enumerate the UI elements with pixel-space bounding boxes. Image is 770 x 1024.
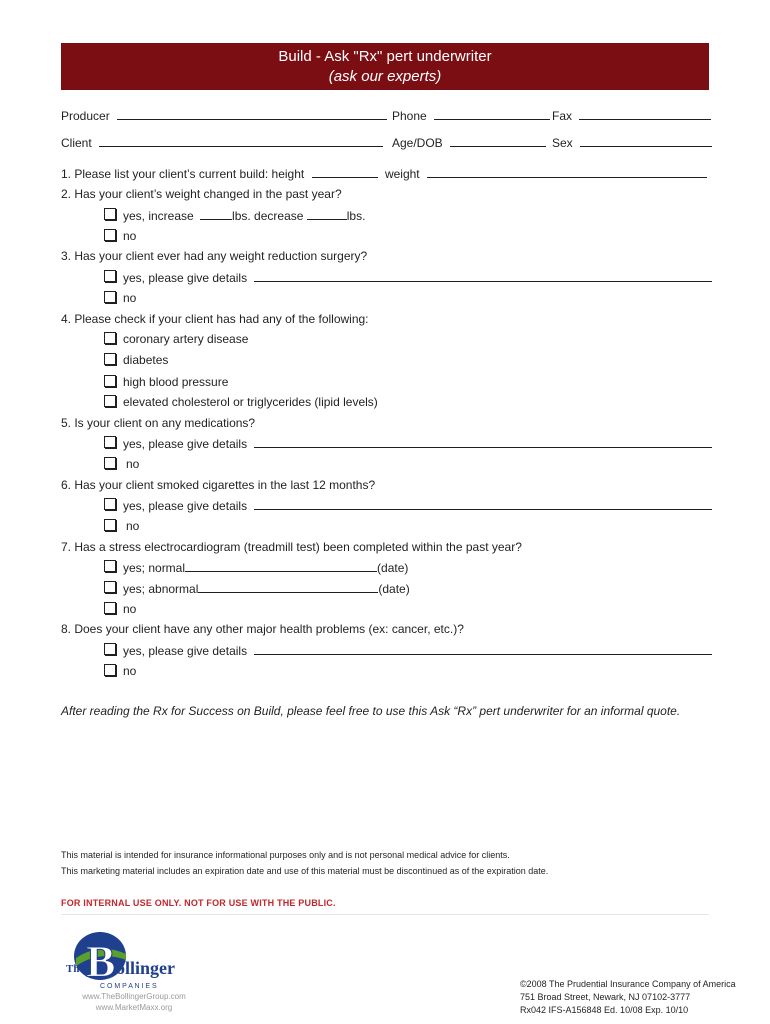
q7-abnormal-option <box>123 581 410 596</box>
weight-field[interactable] <box>427 166 707 178</box>
form-header <box>61 43 709 90</box>
q7-normal-label: yes; normal <box>123 561 186 575</box>
q5-yes-option <box>123 436 712 451</box>
q2-decrease-label: lbs. decrease <box>232 209 304 223</box>
q5-no-checkbox[interactable] <box>104 457 116 469</box>
copyright-line: ©2008 The Prudential Insurance Company of America <box>520 979 736 989</box>
phone-label: Phone <box>392 109 427 123</box>
q8-details-field[interactable] <box>254 643 712 655</box>
disclaimer-line-1: This material is intended for insurance informational purposes only and is not personal medical advice for clients. <box>61 850 510 860</box>
q8-yes-checkbox[interactable] <box>104 643 116 655</box>
q4-hbp-label: high blood pressure <box>123 375 229 389</box>
address-line: 751 Broad Street, Newark, NJ 07102-3777 <box>520 992 691 1002</box>
logo-companies: C O M P A N I E S <box>100 983 157 990</box>
producer-label: Producer <box>61 109 110 123</box>
logo-name: ollinger <box>116 958 175 978</box>
q2-yes-checkbox[interactable] <box>104 208 116 220</box>
q3-details-field[interactable] <box>254 270 712 282</box>
q5-yes-checkbox[interactable] <box>104 436 116 448</box>
q5-details-field[interactable] <box>254 436 712 448</box>
form-subtitle: (ask our experts) <box>328 68 442 85</box>
question-3-text: 3. Has your client ever had any weight reduction surgery? <box>61 249 368 263</box>
producer-field[interactable] <box>117 108 387 120</box>
internal-use-notice: FOR INTERNAL USE ONLY. NOT FOR USE WITH THE PUBLIC. <box>61 898 336 908</box>
logo-big-b: B <box>86 937 116 986</box>
q7-no-checkbox[interactable] <box>104 602 116 614</box>
q2-increase-label: yes, increase <box>123 209 194 223</box>
question-6-text: 6. Has your client smoked cigarettes in the last 12 months? <box>61 478 376 492</box>
weight-label: weight <box>384 167 420 181</box>
decrease-field[interactable] <box>307 208 347 220</box>
q6-details-field[interactable] <box>254 498 712 510</box>
q4-cad-label: coronary artery disease <box>123 332 249 346</box>
q7-normal-option <box>123 560 408 575</box>
logo-website-1: www.TheBollingerGroup.com <box>82 992 186 1001</box>
height-field[interactable] <box>312 166 378 178</box>
q7-abnormal-date-label: (date) <box>378 582 410 596</box>
q6-yes-label: yes, please give details <box>123 499 248 513</box>
q6-no-label: no <box>126 519 140 533</box>
question-4-text: 4. Please check if your client has had any of the following: <box>61 312 369 326</box>
q6-yes-option <box>123 498 712 513</box>
q5-yes-label: yes, please give details <box>123 437 248 451</box>
q2-no-checkbox[interactable] <box>104 229 116 241</box>
logo-website-2: www.MarketMaxx.org <box>95 1003 173 1012</box>
q4-cholesterol-label: elevated cholesterol or triglycerides (lipid levels) <box>123 395 378 409</box>
question-5-text: 5. Is your client on any medications? <box>61 416 256 430</box>
q2-lbs-label: lbs. <box>346 209 366 223</box>
q7-no-label: no <box>123 602 137 616</box>
q7-abnormal-label: yes; abnormal <box>123 582 199 596</box>
sex-row <box>552 135 712 150</box>
age-dob-label: Age/DOB <box>392 136 443 150</box>
q7-normal-date-label: (date) <box>377 561 409 575</box>
q8-yes-label: yes, please give details <box>123 644 248 658</box>
increase-field[interactable] <box>200 208 232 220</box>
q7-abnormal-checkbox[interactable] <box>104 581 116 593</box>
q7-normal-date-field[interactable] <box>185 560 377 572</box>
question-8-text: 8. Does your client have any other major health problems (ex: cancer, etc.)? <box>61 622 464 636</box>
q3-yes-checkbox[interactable] <box>104 270 116 282</box>
client-row <box>61 135 383 150</box>
bollinger-logo-mark <box>64 928 204 992</box>
q8-no-label: no <box>123 664 137 678</box>
form-title: Build - Ask "Rx" pert underwriter <box>278 48 492 65</box>
q8-yes-option <box>123 643 712 658</box>
q4-cholesterol-checkbox[interactable] <box>104 395 116 407</box>
q7-abnormal-date-field[interactable] <box>198 581 378 593</box>
q3-yes-label: yes, please give details <box>123 271 248 285</box>
producer-row <box>61 108 387 123</box>
question-1-text: 1. Please list your client’s current build: height <box>61 167 305 181</box>
disclaimer-line-2: This marketing material includes an expiration date and use of this material must be discontinued as of the expiration date. <box>61 866 549 876</box>
q6-no-checkbox[interactable] <box>104 519 116 531</box>
q4-hbp-checkbox[interactable] <box>104 375 116 387</box>
q3-no-label: no <box>123 291 137 305</box>
fax-label: Fax <box>552 109 573 123</box>
fax-field[interactable] <box>579 108 711 120</box>
q8-no-checkbox[interactable] <box>104 664 116 676</box>
q2-yes-option <box>123 208 365 223</box>
question-7-text: 7. Has a stress electrocardiogram (treadmill test) been completed within the past year? <box>61 540 522 554</box>
divider <box>61 914 709 915</box>
q4-diabetes-label: diabetes <box>123 353 169 367</box>
client-label: Client <box>61 136 92 150</box>
phone-row <box>392 108 550 123</box>
q5-no-label: no <box>126 457 140 471</box>
form-code-line: Rx042 IFS-A156848 Ed. 10/08 Exp. 10/10 <box>520 1005 689 1015</box>
q7-normal-checkbox[interactable] <box>104 560 116 572</box>
age-dob-field[interactable] <box>450 135 546 147</box>
q3-no-checkbox[interactable] <box>104 291 116 303</box>
phone-field[interactable] <box>434 108 550 120</box>
bollinger-logo <box>64 928 204 1018</box>
q4-cad-checkbox[interactable] <box>104 332 116 344</box>
fax-row <box>552 108 711 123</box>
sex-label: Sex <box>552 136 573 150</box>
question-1 <box>61 166 707 181</box>
closing-note: After reading the Rx for Success on Build, please feel free to use this Ask “Rx” pert underwriter for an informal quote. <box>61 704 681 718</box>
sex-field[interactable] <box>580 135 712 147</box>
q6-yes-checkbox[interactable] <box>104 498 116 510</box>
question-2-text: 2. Has your client’s weight changed in the past year? <box>61 187 342 201</box>
client-field[interactable] <box>99 135 383 147</box>
logo-the: The <box>66 963 85 975</box>
q2-no-label: no <box>123 229 137 243</box>
q3-yes-option <box>123 270 712 285</box>
q4-diabetes-checkbox[interactable] <box>104 353 116 365</box>
age-dob-row <box>392 135 546 150</box>
